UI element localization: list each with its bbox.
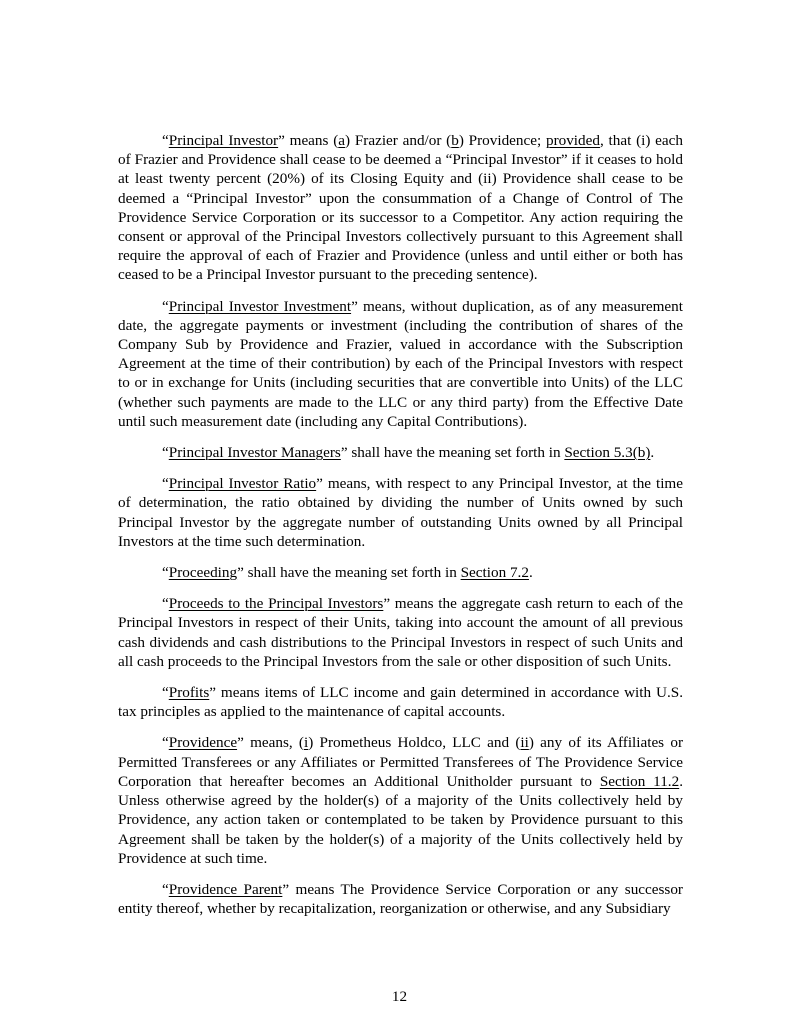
text-run: “ [162,475,169,493]
underlined-term: a [338,132,346,149]
underlined-term: Providence Parent [168,880,283,898]
definition-principal-investor-ratio [118,474,683,551]
text-run: . Unless otherwise agreed by the holder(s) of a majority of the Units collectively held by Providence, any action taken or contemplated to be taken by Providence pursuant to this Agreement shall be taken by the holder(s) of a majority of the Units collectively held by Providence at such time. [118,772,683,867]
underlined-term: Section 7.2 [460,564,529,582]
text-run: , that (i) each of Frazier and Providence shall cease to be deemed a “Principal Investor” if it ceases to hold at least twenty percent (20%) of its Closing Equity and (ii) Providence shall cease to be deemed a “Principal Investor” upon the consummation of a Change of Control of The Providence Service Corporation or its successor to a Competitor. Any action requiring the consent or approval of the Principal Investors collectively pursuant to this Agreement shall require the approval of each of Frazier and Providence (unless and until either or both has ceased to be a Principal Investor pursuant to the preceding sentence). [118,132,683,284]
text-run: “ [162,297,169,315]
underlined-term: Principal Investor Ratio [168,475,317,493]
text-run: “ [162,880,169,898]
underlined-term: Principal Investor Investment [168,297,352,315]
text-run: . [650,444,655,462]
text-run: “ [162,444,169,462]
underlined-term: Section 11.2 [599,772,680,790]
definition-proceeding [118,563,683,582]
text-run: ” means the aggregate cash return to each of the Principal Investors in respect of their Units, taking into account the amount of all previous cash dividends and cash distributions to the Principal Investors in respect of such Units and all cash proceeds to the Principal Investors from the sale or other disposition of such Units. [118,595,683,670]
underlined-term: Proceeds to the Principal Investors [168,595,384,613]
definition-principal-investor-managers [118,443,683,462]
underlined-term: b [451,132,459,149]
definition-providence-parent [118,880,683,918]
text-run: ) Frazier and/or ( [345,132,452,149]
text-run: ” means The Providence Service Corporation or any successor entity thereof, whether by recapitalization, reorganization or otherwise, and any Subsidiary [118,880,683,918]
underlined-term: Profits [168,684,210,702]
text-run: ” means, with respect to any Principal Investor, at the time of determination, the ratio obtained by dividing the number of Units owned by such Principal Investor by the aggregate number of outstanding Units owned by all Principal Investors at the time such determination. [118,475,683,550]
text-run: ) any of its Affiliates or Permitted Transferees or any Affiliates or Permitted Transferees of The Providence Service Corporation that hereafter becomes an Additional Unitholder pursuant to [118,734,683,790]
underlined-term: provided [545,132,600,149]
underlined-term: i [303,734,309,752]
text-run: “ [162,595,169,613]
underlined-term: Proceeding [168,564,238,582]
text-run: ” means, without duplication, as of any measurement date, the aggregate payments or investment (including the contribution of shares of the Company Sub by Providence and Frazier, valued in accordance with the Subscription Agreement at the time of their contribution) by each of the Principal Investors with respect to or in exchange for Units (including securities that are convertible into Units) of the LLC (whether such payments are made to the LLC or any third party) from the Effective Date until such measurement date (including any Capital Contributions). [118,297,683,430]
definition-providence [118,733,683,867]
text-run: ” shall have the meaning set forth in [340,444,565,462]
text-run: ” shall have the meaning set forth in [237,564,461,582]
text-run: “ [162,684,169,702]
text-run: “ [162,564,169,582]
underlined-term: Principal Investor [168,132,279,149]
definitions-body [118,131,683,918]
definition-profits [118,683,683,721]
definition-principal-investor-investment [118,297,683,431]
text-run: ” means, ( [237,734,304,752]
underlined-term: Providence [168,734,238,752]
text-run: ) Prometheus Holdco, LLC and ( [308,734,521,752]
definition-proceeds-to-principal-investors [118,594,683,671]
underlined-term: Section 5.3(b) [564,444,651,462]
text-run: ) Providence; [458,132,546,149]
text-run: “ [162,132,169,149]
underlined-term: Principal Investor Managers [168,444,341,462]
underlined-term: ii [520,734,529,752]
text-run: . [528,564,533,582]
text-run: “ [162,734,169,752]
definition-principal-investor [118,131,683,285]
page-number: 12 [391,988,408,1005]
text-run: ” means items of LLC income and gain determined in accordance with U.S. tax principles as applied to the maintenance of capital accounts. [118,684,683,721]
text-run: ” means ( [278,132,339,149]
